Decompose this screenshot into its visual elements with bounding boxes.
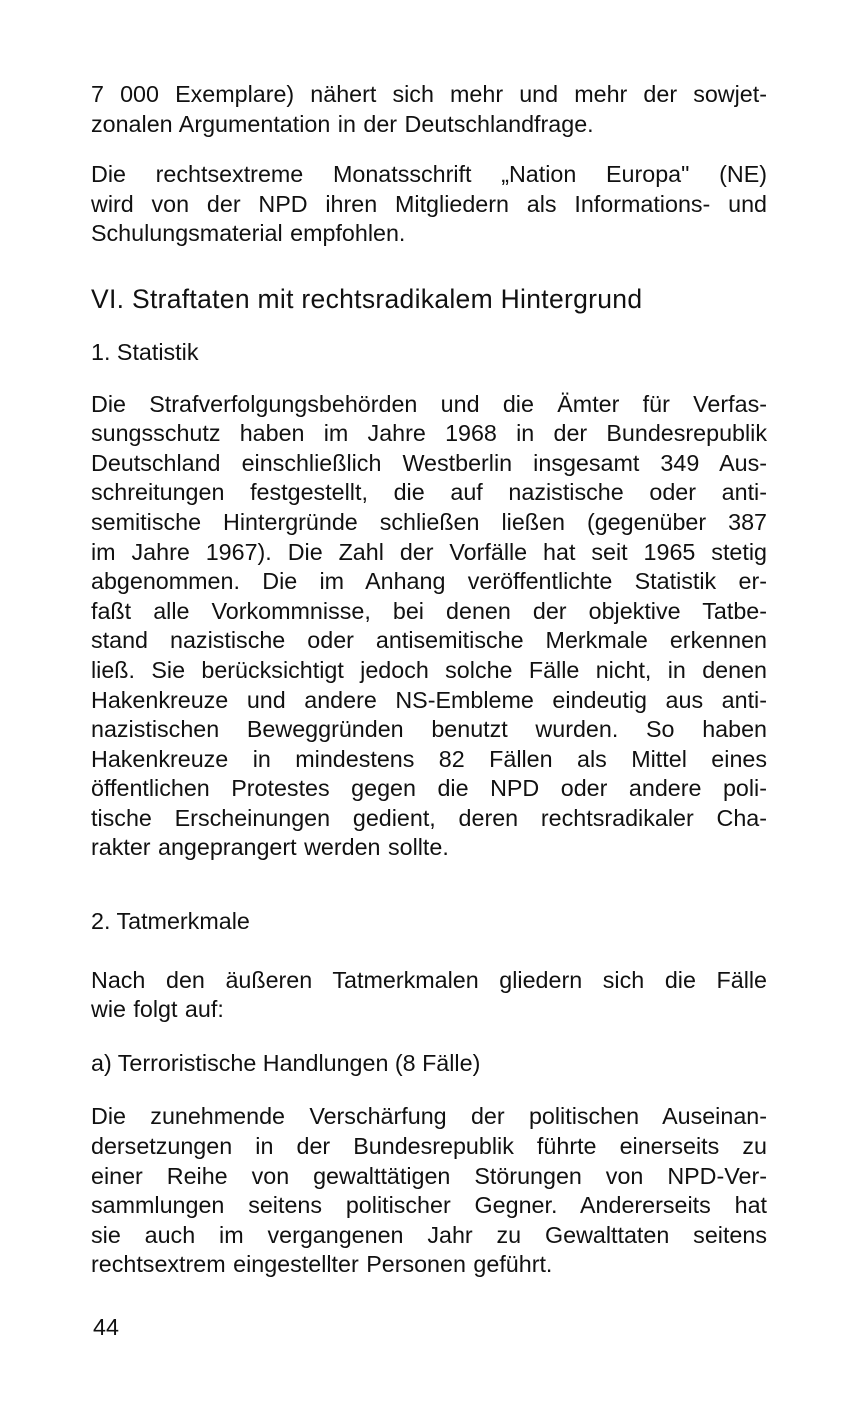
paragraph-tatmerkmale xyxy=(91,966,767,1025)
text-line: rechtsextrem eingestellter Personen geführt. xyxy=(91,1251,553,1278)
text-line: faßt alle Vorkommnisse, bei denen der objektive Tatbe- xyxy=(91,597,767,624)
subheading-statistik: 1. Statistik xyxy=(91,338,199,365)
text-line: rakter angeprangert werden sollte. xyxy=(91,834,449,861)
text-line: semitische Hintergründe schließen ließen (gegenüber 387 xyxy=(91,508,767,535)
text-line: sie auch im vergangenen Jahr zu Gewalttaten seitens xyxy=(91,1221,767,1248)
text-line: Hakenkreuze in mindestens 82 Fällen als Mittel eines xyxy=(91,745,767,772)
paragraph-terroristische-handlungen xyxy=(91,1102,767,1280)
text-line: sungsschutz haben im Jahre 1968 in der Bundesrepublik xyxy=(91,420,767,447)
text-line: öffentlichen Protestes gegen die NPD oder andere poli- xyxy=(91,775,767,802)
text-line: Deutschland einschließlich Westberlin insgesamt 349 Aus- xyxy=(91,449,767,476)
subheading-tatmerkmale: 2. Tatmerkmale xyxy=(91,908,250,935)
page-number: 44 xyxy=(93,1314,119,1340)
text-line: Nach den äußeren Tatmerkmalen gliedern sich die Fälle xyxy=(91,966,767,993)
paragraph-statistik xyxy=(91,390,767,864)
text-line: sammlungen seitens politischer Gegner. Andererseits hat xyxy=(91,1192,767,1219)
text-line: stand nazistische oder antisemitische Merkmale erkennen xyxy=(91,627,767,654)
text-line: tische Erscheinungen gedient, deren rechtsradikaler Cha- xyxy=(91,804,767,831)
document-page xyxy=(91,80,767,1280)
text-line: im Jahre 1967). Die Zahl der Vorfälle hat seit 1965 stetig xyxy=(91,538,767,565)
paragraph-nation-europa xyxy=(91,160,767,249)
text-line: ließ. Sie berücksichtigt jedoch solche Fälle nicht, in denen xyxy=(91,656,767,683)
text-line: Die zunehmende Verschärfung der politischen Auseinan- xyxy=(91,1103,767,1130)
text-line: abgenommen. Die im Anhang veröffentlichte Statistik er- xyxy=(91,568,767,595)
text-line: einer Reihe von gewalttätigen Störungen von NPD-Ver- xyxy=(91,1162,767,1189)
subheading-terroristische-handlungen: a) Terroristische Handlungen (8 Fälle) xyxy=(91,1049,481,1076)
text-line: zonalen Argumentation in der Deutschlandfrage. xyxy=(91,110,594,137)
paragraph-continued xyxy=(91,80,767,139)
text-line: wie folgt auf: xyxy=(91,996,224,1023)
text-line: Die rechtsextreme Monatsschrift „Nation Europa" (NE) xyxy=(91,161,767,188)
text-line: schreitungen festgestellt, die auf nazistische oder anti- xyxy=(91,479,767,506)
section-heading: VI. Straftaten mit rechtsradikalem Hintergrund xyxy=(91,283,643,314)
text-line: wird von der NPD ihren Mitgliedern als Informations- und xyxy=(91,190,767,217)
text-line: nazistischen Beweggründen benutzt wurden. So haben xyxy=(91,716,767,743)
text-line: dersetzungen in der Bundesrepublik führte einerseits zu xyxy=(91,1133,767,1160)
text-line: 7 000 Exemplare) nähert sich mehr und mehr der sowjet- xyxy=(91,81,767,107)
text-line: Schulungsmaterial empfohlen. xyxy=(91,220,406,247)
text-line: Hakenkreuze und andere NS-Embleme eindeutig aus anti- xyxy=(91,686,767,713)
text-line: Die Strafverfolgungsbehörden und die Ämter für Verfas- xyxy=(91,390,767,417)
